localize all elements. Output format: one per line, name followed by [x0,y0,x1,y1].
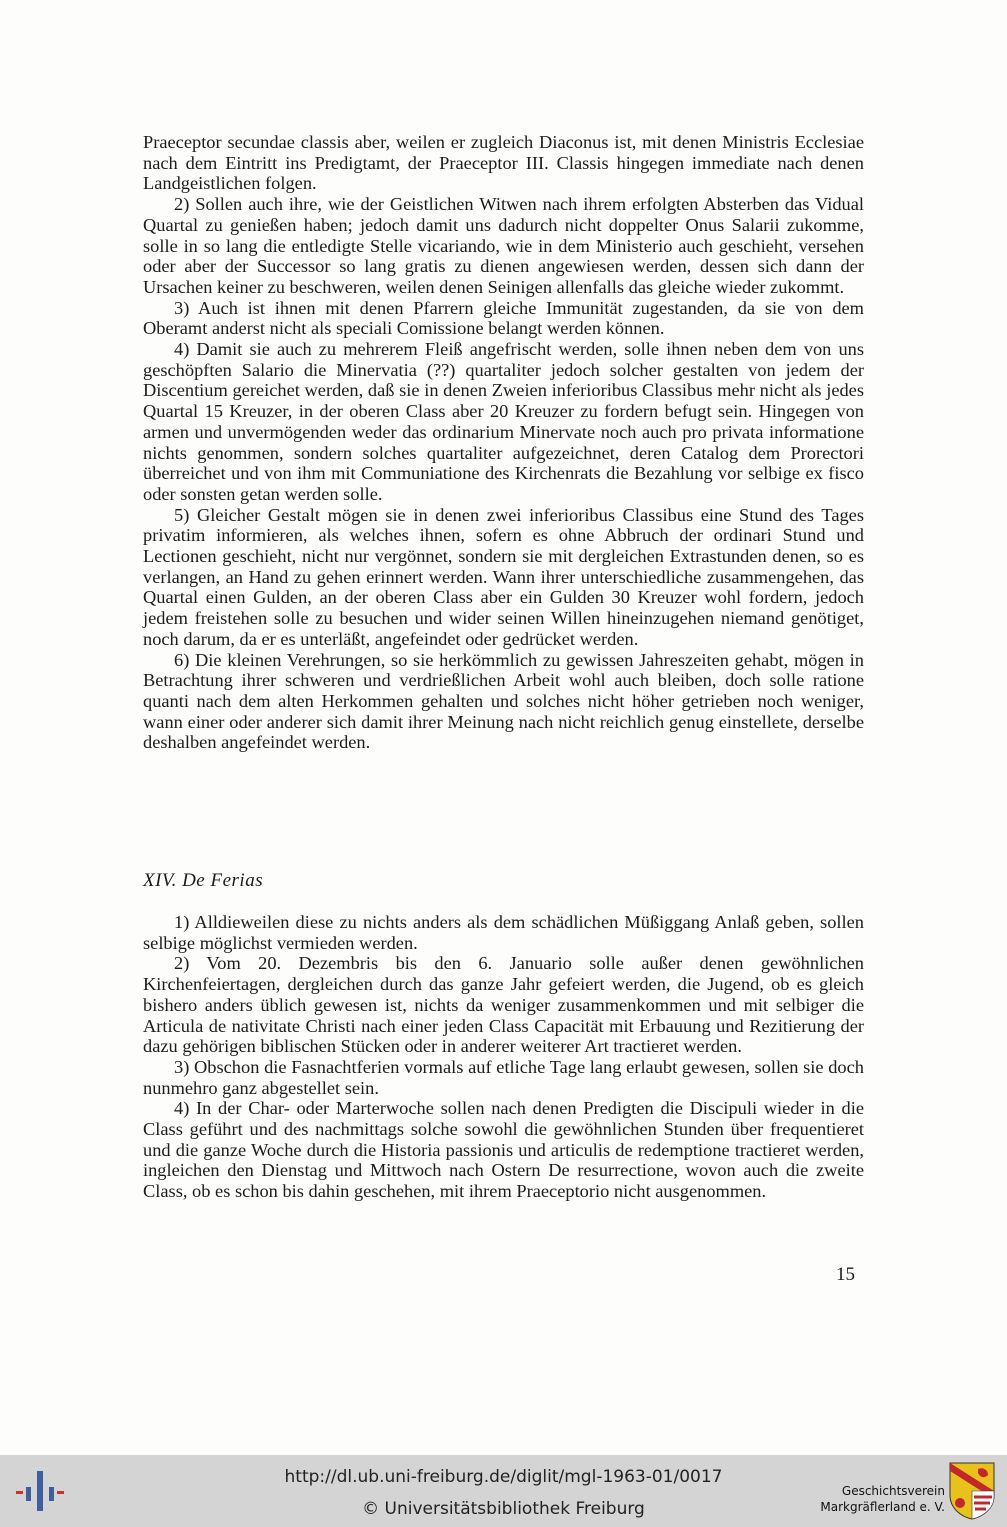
paragraph: 4) In der Char- oder Marterwoche sollen nach denen Predigten die Discipuli wieder in die Class geführt und des nachmittags solche sowohl die gewöhnlichen Stunden über frequentieret und die ganze Woche durch die Historia passionis und articulis de redemptione tractieret werden, ingleichen den Dienstag und Mittwoch nach Ostern De resurrectione, wovon auch die zweite Class, ob es schon bis dahin geschehen, mit ihrem Praeceptorio nicht ausgenommen. [143,1098,864,1202]
paragraph: 4) Damit sie auch zu mehrerem Fleiß angefrischt werden, solle ihnen neben dem von uns geschöpften Salario die Minervatia (??) quartaliter jedoch solcher gestalten von jedem der Discentium gereichet werden, daß sie in denen Zweien inferioribus Classibus mehr nicht als jedes Quartal 15 Kreuzer, in der oberen Class aber 20 Kreuzer zu fordern befugt sein. Hingegen von armen und unvermögenden weder das ordinarium Minervate noch auch pro privata informatione nichts genommen, sondern solches quartaliter aufgezeichnet, deren Catalog dem Prorectori überreichet und von ihm mit Communiatione des Kirchenrats die Bezahlung vor selbige ex fisco oder sonsten getan werden solle. [143,339,864,504]
section-heading: XIV. De Ferias [143,870,264,891]
paragraph: 3) Auch ist ihnen mit denen Pfarrern gleiche Immunität zugestanden, da sie von dem Oberamt anderst nicht als speciali Comissione belangt werden können. [143,297,864,339]
paragraph: 1) Alldieweilen diese zu nichts anders als dem schädlichen Müßiggang Anlaß geben, sollen selbige möglichst vermieden werden. [143,912,864,953]
body-text-top [143,132,864,753]
footer-bar [0,1455,1007,1527]
paragraph: 6) Die kleinen Verehrungen, so sie herkömmlich zu gewissen Jahreszeiten gehabt, mögen in Betrachtung ihrer schweren und verdrießlichen Arbeit wohl auch bleiben, doch solle ratione quanti nach dem alten Herkommen gehalten und solches nicht höher getrieben noch weniger, wann einer oder anderer sich damit ihrer Meinung nach nicht reichlich genug einstellete, derselbe deshalben angefeindet werden. [143,649,864,753]
copyright-notice: © Universitätsbibliothek Freiburg [362,1499,645,1519]
paragraph: Praeceptor secundae classis aber, weilen er zugleich Diaconus ist, mit denen Ministris Ecclesiae nach dem Eintritt ins Predigtamt, der Praeceptor III. Classis hingegen immediate nach denen Landgeistlichen folgen. [143,132,864,194]
paragraph: 2) Vom 20. Dezembris bis den 6. Januario solle außer denen gewöhnlichen Kirchenfeiertagen, dergleichen durch das ganze Jahr gefeiert werden, die Jugend, ob es gleich bishero anders üblich gewesen ist, nichts da weniger zusammenkommen und mit selbiger die Articula de nativitate Christi nach einer jeden Class Capacität mit Erbauung und Rezitierung der dazu gehörigen biblischen Stücken oder in anderer weiterer Art tractieret werden. [143,953,864,1057]
society-line-1: Geschichtsverein [841,1484,945,1498]
paragraph: 5) Gleicher Gestalt mögen sie in denen zwei inferioribus Classibus eine Stund des Tages privatim informieren, als welches ihnen, sofern es ohne Abbruch der ordinari Stund und Lectionen geschieht, nicht nur vergönnet, sondern sie mit dergleichen Extrastunden denen, so es verlangen, an Hand zu gehen erinnert werden. Wann ihrer unterschiedliche zusammengehen, das Quartal einen Gulden, an der oberen Class aber ein Gulden 30 Kreuzer wohl fordern, jedoch jedem freistehen solle zu besuchen und wider seinen Willen hineinzugehen niemand genötiget, noch darum, da er es unterläßt, angefeindet oder gedrücket werden. [143,504,864,649]
society-name [820,1483,945,1515]
permalink-url[interactable]: http://dl.ub.uni-freiburg.de/diglit/mgl-1963-01/0017 [284,1467,723,1487]
page-number: 15 [836,1264,855,1285]
body-text-bottom [143,912,864,1202]
society-line-2: Markgräflerland e. V. [820,1500,945,1514]
coat-of-arms-icon [948,1461,996,1521]
paragraph: 3) Obschon die Fasnachtferien vormals auf etliche Tage lang erlaubt gewesen, sollen sie doch nunmehro ganz abgestellet sein. [143,1056,864,1098]
paragraph: 2) Sollen auch ihre, wie der Geistlichen Witwen nach ihrem erfolgten Absterben das Vidual Quartal zu genießen haben; jedoch damit uns dadurch nicht doppelter Onus Salarii zukomme, solle in so lang die entledigte Stelle vicariando, wie in dem Ministerio auch geschieht, versehen oder aber der Successor so lang gratis zu dienen angewiesen werden, dessen sich dann der Ursachen keiner zu beschweren, weilen denen Seinigen allenfalls das gleiche wieder zukommt. [143,194,864,297]
